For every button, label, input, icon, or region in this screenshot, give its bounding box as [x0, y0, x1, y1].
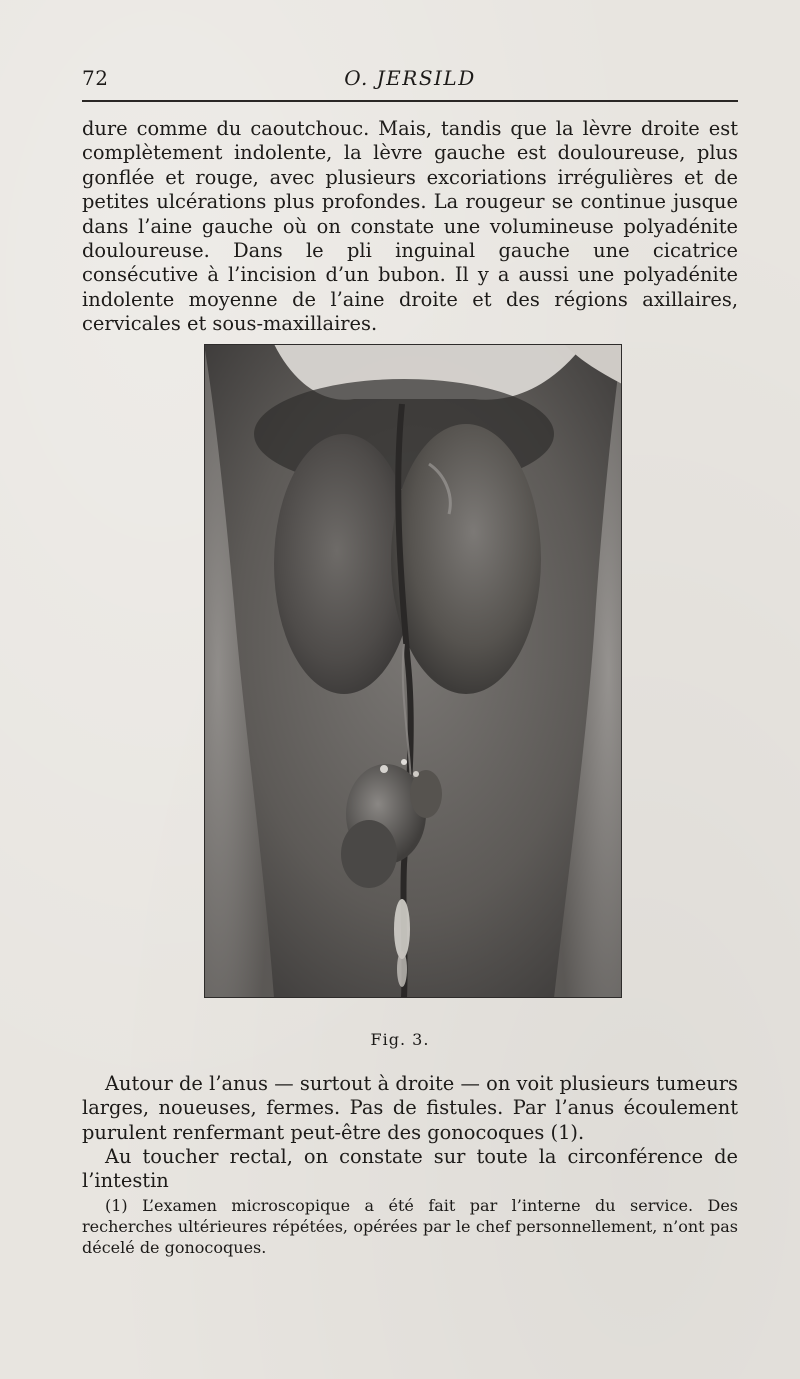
page-number: 72	[82, 66, 109, 90]
page-header	[82, 66, 738, 96]
figure-caption: Fig. 3.	[370, 1030, 430, 1049]
paragraph-2: Autour de l’anus — surtout à droite — on voit plusieurs tumeurs larges, noueuses, fermes. Pas de fistules. Par l’anus écoulement purulent renfermant peut-être des gonocoques (1).	[82, 1072, 738, 1144]
paragraph-1: dure comme du caoutchouc. Mais, tandis que la lèvre droite est complètement indolente, la lèvre gauche est douloureuse, plus gonflée et rouge, avec plusieurs excoriations irrégulières et de petites ulcérations plus profondes. La rougeur se continue jusque dans l’aine gauche où on constate une volumineuse polyadénite douloureuse. Dans le pli inguinal gauche une cicatrice consécutive à l’incision d’un bubon. Il y a aussi une polyadénite indolente moyenne de l’aine droite et des régions axillaires, cervicales et sous-maxillaires.	[82, 117, 738, 336]
clinical-photograph	[204, 344, 622, 998]
header-rule	[82, 100, 738, 102]
footnote: (1) L’examen microscopique a été fait par l’interne du service. Des recherches ultérieures répétées, opérées par le chef personnellement, n’ont pas décelé de gonocoques.	[82, 1196, 738, 1257]
figure-3-photograph	[204, 344, 622, 998]
paragraph-3: Au toucher rectal, on constate sur toute la circonférence de l’intestin	[82, 1145, 738, 1193]
running-head: O. JERSILD	[344, 66, 476, 90]
